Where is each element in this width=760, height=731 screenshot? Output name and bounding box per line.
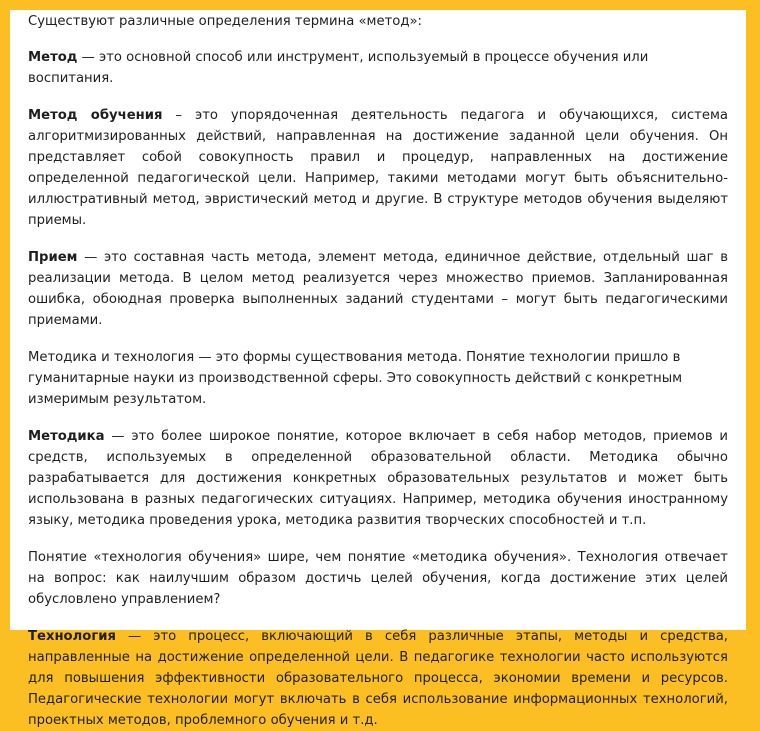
paragraph-forms (28, 347, 728, 410)
paragraph-learning-technology (28, 547, 728, 610)
intro-text: Существуют различные определения термина «метод»: (28, 14, 422, 29)
definition-technology: — это процесс, включающий в себя различные этапы, методы и средства, направленные на достижение определенной цели. В педагогике технологии часто используются для повышения эффективности образовательного процесса, экономии времени и ресурсов. Педагогические технологии могут включать в себя использование информационных технологий, проектных методов, проблемного обучения и т.д. (28, 629, 728, 728)
learning-technology-text: Понятие «технология обучения» шире, чем понятие «методика обучения». Технология отвечает на вопрос: как наилучшим образом достичь целей обучения, когда достижение этих целей обусловлено управлением? (28, 550, 728, 607)
term-method: Метод (28, 50, 78, 65)
term-technique: Прием (28, 250, 78, 265)
paragraph-teaching-method (28, 105, 728, 231)
paragraph-technique (28, 247, 728, 331)
paragraph-method (28, 47, 728, 89)
term-methodology: Методика (28, 429, 105, 444)
forms-text: Методика и технология — это формы существования метода. Понятие технологии пришло в гуманитарные науки из производственной сферы. Это совокупность действий с конкретным измеримым результатом. (28, 350, 683, 407)
paragraph-methodology (28, 426, 728, 531)
term-technology: Технология (28, 629, 116, 644)
definition-method: — это основной способ или инструмент, используемый в процессе обучения или воспитания. (28, 50, 649, 86)
definition-methodology: — это более широкое понятие, которое включает в себя набор методов, приемов и средств, используемых в определенной образовательной области. Методика обычно разрабатывается для достижения конкретных образовательных результатов и может быть использована в разных педагогических ситуациях. Например, методика обучения иностранному языку, методика проведения урока, методика развития творческих способностей и т.п. (28, 429, 728, 528)
term-teaching-method: Метод обучения (28, 108, 163, 123)
content-card (10, 10, 746, 728)
definition-technique: — это составная часть метода, элемент метода, единичное действие, отдельный шаг в реализации метода. В целом метод реализуется через множество приемов. Запланированная ошибка, обоюдная проверка выполненных заданий студентами – могут быть педагогическими приемами. (28, 250, 728, 328)
paragraph-technology (28, 626, 728, 731)
definition-teaching-method: – это упорядоченная деятельность педагога и обучающихся, система алгоритмизированных действий, направленная на достижение заданной цели обучения. Он представляет собой совокупность правил и процедур, направленных на достижение определенной педагогической цели. Например, такими методами могут быть объяснительно-иллюстративный метод, эвристический метод и другие. В структуре методов обучения выделяют приемы. (28, 108, 728, 228)
